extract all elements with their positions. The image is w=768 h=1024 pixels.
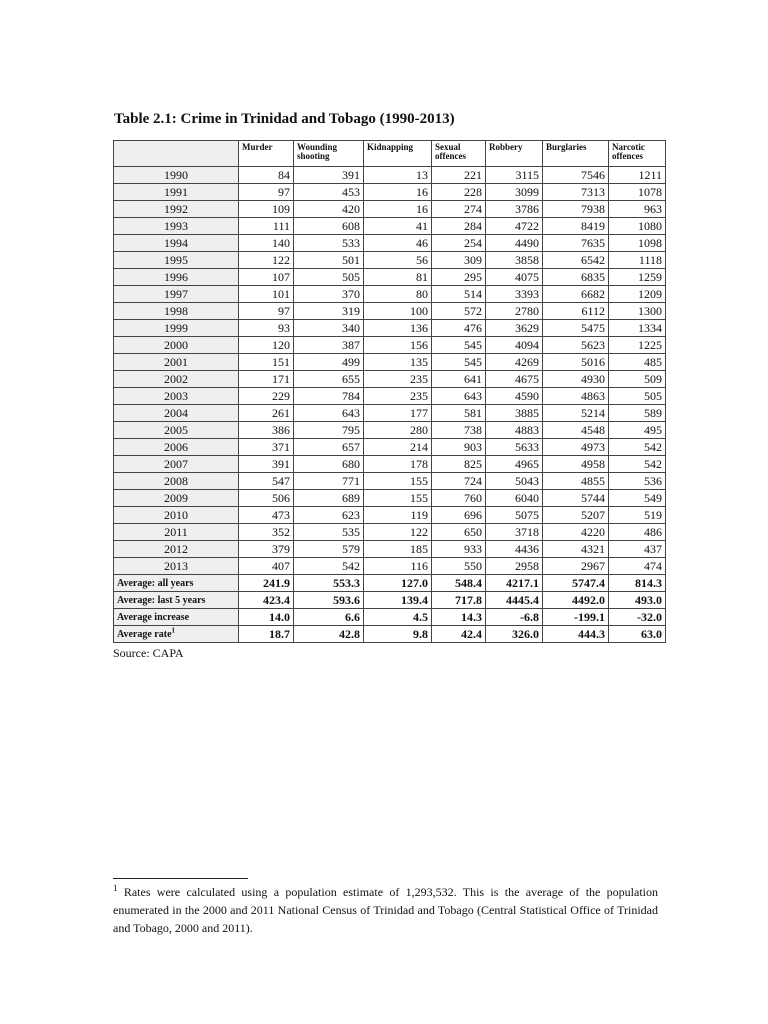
- table-row: [114, 405, 666, 422]
- value-cell: 4883: [486, 422, 543, 439]
- table-row: [114, 439, 666, 456]
- year-cell: 1994: [114, 235, 239, 252]
- value-cell: 4548: [543, 422, 609, 439]
- value-cell: 185: [364, 541, 432, 558]
- summary-value-cell: 444.3: [543, 626, 609, 643]
- value-cell: 5207: [543, 507, 609, 524]
- summary-value-cell: 423.4: [239, 592, 294, 609]
- value-cell: 7313: [543, 184, 609, 201]
- summary-value-cell: 4445.4: [486, 592, 543, 609]
- value-cell: 386: [239, 422, 294, 439]
- footnote-divider: [113, 878, 248, 879]
- value-cell: 4930: [543, 371, 609, 388]
- year-cell: 2007: [114, 456, 239, 473]
- value-cell: 3786: [486, 201, 543, 218]
- value-cell: 3099: [486, 184, 543, 201]
- value-cell: 5475: [543, 320, 609, 337]
- value-cell: 495: [609, 422, 666, 439]
- value-cell: 407: [239, 558, 294, 575]
- value-cell: 274: [432, 201, 486, 218]
- footnote: [113, 883, 658, 937]
- value-cell: 536: [609, 473, 666, 490]
- value-cell: 120: [239, 337, 294, 354]
- table-row: [114, 320, 666, 337]
- year-cell: 2008: [114, 473, 239, 490]
- value-cell: 784: [294, 388, 364, 405]
- value-cell: 643: [432, 388, 486, 405]
- summary-value-cell: 814.3: [609, 575, 666, 592]
- value-cell: 581: [432, 405, 486, 422]
- value-cell: 391: [294, 167, 364, 184]
- table-row: [114, 490, 666, 507]
- year-cell: 2003: [114, 388, 239, 405]
- value-cell: 771: [294, 473, 364, 490]
- value-cell: 3115: [486, 167, 543, 184]
- value-cell: 171: [239, 371, 294, 388]
- value-cell: 352: [239, 524, 294, 541]
- value-cell: 696: [432, 507, 486, 524]
- value-cell: 4863: [543, 388, 609, 405]
- column-header: Kidnapping: [364, 141, 432, 167]
- column-header: Murder: [239, 141, 294, 167]
- summary-value-cell: 139.4: [364, 592, 432, 609]
- summary-value-cell: -32.0: [609, 609, 666, 626]
- summary-label-cell: [114, 609, 239, 626]
- value-cell: 122: [239, 252, 294, 269]
- value-cell: 119: [364, 507, 432, 524]
- value-cell: 509: [609, 371, 666, 388]
- summary-value-cell: 493.0: [609, 592, 666, 609]
- value-cell: 6112: [543, 303, 609, 320]
- summary-value-cell: 548.4: [432, 575, 486, 592]
- summary-value-cell: 14.0: [239, 609, 294, 626]
- summary-label-cell: [114, 592, 239, 609]
- year-cell: 1997: [114, 286, 239, 303]
- summary-value-cell: 553.3: [294, 575, 364, 592]
- year-cell: 2009: [114, 490, 239, 507]
- value-cell: 519: [609, 507, 666, 524]
- value-cell: 6542: [543, 252, 609, 269]
- year-cell: 2011: [114, 524, 239, 541]
- value-cell: 81: [364, 269, 432, 286]
- value-cell: 542: [609, 439, 666, 456]
- summary-label: Average increase: [117, 611, 190, 623]
- footnote-mark: 1: [113, 883, 118, 893]
- value-cell: 4436: [486, 541, 543, 558]
- value-cell: 261: [239, 405, 294, 422]
- value-cell: 650: [432, 524, 486, 541]
- value-cell: 474: [609, 558, 666, 575]
- value-cell: 963: [609, 201, 666, 218]
- table-row: [114, 303, 666, 320]
- value-cell: 295: [432, 269, 486, 286]
- value-cell: 6835: [543, 269, 609, 286]
- value-cell: 56: [364, 252, 432, 269]
- value-cell: 6040: [486, 490, 543, 507]
- summary-value-cell: 4217.1: [486, 575, 543, 592]
- value-cell: 280: [364, 422, 432, 439]
- table-row: [114, 167, 666, 184]
- year-cell: 1992: [114, 201, 239, 218]
- value-cell: 391: [239, 456, 294, 473]
- value-cell: 116: [364, 558, 432, 575]
- value-cell: 235: [364, 371, 432, 388]
- value-cell: 16: [364, 184, 432, 201]
- value-cell: 80: [364, 286, 432, 303]
- summary-value-cell: 18.7: [239, 626, 294, 643]
- table-row: [114, 541, 666, 558]
- table-row: [114, 269, 666, 286]
- table-row: [114, 286, 666, 303]
- summary-value-cell: 127.0: [364, 575, 432, 592]
- value-cell: 178: [364, 456, 432, 473]
- summary-value-cell: 42.4: [432, 626, 486, 643]
- year-cell: 1993: [114, 218, 239, 235]
- value-cell: 3885: [486, 405, 543, 422]
- value-cell: 371: [239, 439, 294, 456]
- value-cell: 229: [239, 388, 294, 405]
- year-cell: 2002: [114, 371, 239, 388]
- summary-label: Average rate: [117, 628, 172, 640]
- year-cell: 1999: [114, 320, 239, 337]
- value-cell: 5214: [543, 405, 609, 422]
- value-cell: 1225: [609, 337, 666, 354]
- value-cell: 107: [239, 269, 294, 286]
- year-cell: 2005: [114, 422, 239, 439]
- table-title: Table 2.1: Crime in Trinidad and Tobago (1990-2013): [114, 111, 455, 127]
- value-cell: 579: [294, 541, 364, 558]
- value-cell: 542: [609, 456, 666, 473]
- value-cell: 100: [364, 303, 432, 320]
- value-cell: 545: [432, 337, 486, 354]
- value-cell: 111: [239, 218, 294, 235]
- year-cell: 1996: [114, 269, 239, 286]
- value-cell: 7938: [543, 201, 609, 218]
- value-cell: 453: [294, 184, 364, 201]
- summary-row: [114, 626, 666, 643]
- value-cell: 284: [432, 218, 486, 235]
- value-cell: 214: [364, 439, 432, 456]
- value-cell: 387: [294, 337, 364, 354]
- value-cell: 680: [294, 456, 364, 473]
- value-cell: 46: [364, 235, 432, 252]
- table-row: [114, 337, 666, 354]
- source-note: Source: CAPA: [113, 646, 184, 660]
- value-cell: 903: [432, 439, 486, 456]
- value-cell: 156: [364, 337, 432, 354]
- value-cell: 7546: [543, 167, 609, 184]
- value-cell: 5075: [486, 507, 543, 524]
- value-cell: 155: [364, 490, 432, 507]
- value-cell: 7635: [543, 235, 609, 252]
- value-cell: 379: [239, 541, 294, 558]
- value-cell: 177: [364, 405, 432, 422]
- value-cell: 643: [294, 405, 364, 422]
- summary-value-cell: -199.1: [543, 609, 609, 626]
- value-cell: 572: [432, 303, 486, 320]
- value-cell: 760: [432, 490, 486, 507]
- value-cell: 476: [432, 320, 486, 337]
- summary-value-cell: 326.0: [486, 626, 543, 643]
- table-row: [114, 507, 666, 524]
- value-cell: 535: [294, 524, 364, 541]
- column-header: Narcotic offences: [609, 141, 666, 167]
- table-row: [114, 218, 666, 235]
- value-cell: 93: [239, 320, 294, 337]
- value-cell: 420: [294, 201, 364, 218]
- value-cell: 547: [239, 473, 294, 490]
- header-blank-cell: [114, 141, 239, 167]
- value-cell: 3718: [486, 524, 543, 541]
- summary-value-cell: 42.8: [294, 626, 364, 643]
- value-cell: 4075: [486, 269, 543, 286]
- summary-row: [114, 592, 666, 609]
- table-row: [114, 456, 666, 473]
- value-cell: 4675: [486, 371, 543, 388]
- value-cell: 5623: [543, 337, 609, 354]
- value-cell: 506: [239, 490, 294, 507]
- table-row: [114, 473, 666, 490]
- summary-label-cell: [114, 575, 239, 592]
- summary-value-cell: 593.6: [294, 592, 364, 609]
- value-cell: 549: [609, 490, 666, 507]
- value-cell: 486: [609, 524, 666, 541]
- value-cell: 309: [432, 252, 486, 269]
- value-cell: 1078: [609, 184, 666, 201]
- value-cell: 4490: [486, 235, 543, 252]
- value-cell: 501: [294, 252, 364, 269]
- value-cell: 5043: [486, 473, 543, 490]
- value-cell: 41: [364, 218, 432, 235]
- value-cell: 655: [294, 371, 364, 388]
- summary-value-cell: 14.3: [432, 609, 486, 626]
- value-cell: 155: [364, 473, 432, 490]
- value-cell: 2967: [543, 558, 609, 575]
- value-cell: 3393: [486, 286, 543, 303]
- table-row: [114, 524, 666, 541]
- summary-value-cell: 5747.4: [543, 575, 609, 592]
- value-cell: 151: [239, 354, 294, 371]
- value-cell: 4590: [486, 388, 543, 405]
- value-cell: 97: [239, 303, 294, 320]
- summary-value-cell: 717.8: [432, 592, 486, 609]
- value-cell: 505: [609, 388, 666, 405]
- footnote-text: Rates were calculated using a population estimate of 1,293,532. This is the average of the population enumerated in the 2000 and 2011 National Census of Trinidad and Tobago (Central Statistical Office of Trinidad and Tobago, 2000 and 2011).: [113, 885, 658, 935]
- year-cell: 2010: [114, 507, 239, 524]
- table-row: [114, 252, 666, 269]
- summary-value-cell: 241.9: [239, 575, 294, 592]
- value-cell: 2958: [486, 558, 543, 575]
- column-header: Wounding shooting: [294, 141, 364, 167]
- value-cell: 499: [294, 354, 364, 371]
- year-cell: 2013: [114, 558, 239, 575]
- summary-row: [114, 575, 666, 592]
- value-cell: 545: [432, 354, 486, 371]
- value-cell: 1259: [609, 269, 666, 286]
- value-cell: 1080: [609, 218, 666, 235]
- value-cell: 1300: [609, 303, 666, 320]
- value-cell: 623: [294, 507, 364, 524]
- footnote-reference: 1: [171, 626, 176, 635]
- value-cell: 140: [239, 235, 294, 252]
- value-cell: 1211: [609, 167, 666, 184]
- value-cell: 109: [239, 201, 294, 218]
- value-cell: 5016: [543, 354, 609, 371]
- value-cell: 4965: [486, 456, 543, 473]
- value-cell: 589: [609, 405, 666, 422]
- value-cell: 2780: [486, 303, 543, 320]
- value-cell: 657: [294, 439, 364, 456]
- year-cell: 2001: [114, 354, 239, 371]
- table-row: [114, 184, 666, 201]
- value-cell: 4220: [543, 524, 609, 541]
- table-row: [114, 354, 666, 371]
- value-cell: 4958: [543, 456, 609, 473]
- summary-label: Average: last 5 years: [117, 594, 206, 606]
- summary-value-cell: 4.5: [364, 609, 432, 626]
- year-cell: 2012: [114, 541, 239, 558]
- table-header-row: [114, 141, 666, 167]
- column-header: Robbery: [486, 141, 543, 167]
- value-cell: 5744: [543, 490, 609, 507]
- value-cell: 1118: [609, 252, 666, 269]
- value-cell: 136: [364, 320, 432, 337]
- value-cell: 1209: [609, 286, 666, 303]
- value-cell: 5633: [486, 439, 543, 456]
- value-cell: 825: [432, 456, 486, 473]
- value-cell: 16: [364, 201, 432, 218]
- year-cell: 1998: [114, 303, 239, 320]
- column-header: Sexual offences: [432, 141, 486, 167]
- table-body: [114, 167, 666, 643]
- value-cell: 235: [364, 388, 432, 405]
- value-cell: 340: [294, 320, 364, 337]
- summary-value-cell: -6.8: [486, 609, 543, 626]
- summary-value-cell: 63.0: [609, 626, 666, 643]
- value-cell: 228: [432, 184, 486, 201]
- table-row: [114, 371, 666, 388]
- year-cell: 2004: [114, 405, 239, 422]
- value-cell: 485: [609, 354, 666, 371]
- value-cell: 689: [294, 490, 364, 507]
- column-header: Burglaries: [543, 141, 609, 167]
- year-cell: 1991: [114, 184, 239, 201]
- table-row: [114, 558, 666, 575]
- year-cell: 2000: [114, 337, 239, 354]
- value-cell: 122: [364, 524, 432, 541]
- table-row: [114, 235, 666, 252]
- table-row: [114, 422, 666, 439]
- value-cell: 3858: [486, 252, 543, 269]
- value-cell: 4973: [543, 439, 609, 456]
- summary-label: Average: all years: [117, 577, 194, 589]
- value-cell: 473: [239, 507, 294, 524]
- value-cell: 97: [239, 184, 294, 201]
- value-cell: 437: [609, 541, 666, 558]
- value-cell: 3629: [486, 320, 543, 337]
- value-cell: 505: [294, 269, 364, 286]
- value-cell: 738: [432, 422, 486, 439]
- crime-table: [113, 140, 666, 643]
- summary-value-cell: 4492.0: [543, 592, 609, 609]
- value-cell: 4321: [543, 541, 609, 558]
- value-cell: 4722: [486, 218, 543, 235]
- value-cell: 795: [294, 422, 364, 439]
- value-cell: 13: [364, 167, 432, 184]
- value-cell: 933: [432, 541, 486, 558]
- value-cell: 221: [432, 167, 486, 184]
- value-cell: 101: [239, 286, 294, 303]
- summary-value-cell: 9.8: [364, 626, 432, 643]
- value-cell: 542: [294, 558, 364, 575]
- value-cell: 319: [294, 303, 364, 320]
- year-cell: 1990: [114, 167, 239, 184]
- value-cell: 6682: [543, 286, 609, 303]
- summary-row: [114, 609, 666, 626]
- table-row: [114, 201, 666, 218]
- value-cell: 84: [239, 167, 294, 184]
- value-cell: 1334: [609, 320, 666, 337]
- value-cell: 608: [294, 218, 364, 235]
- value-cell: 641: [432, 371, 486, 388]
- value-cell: 4094: [486, 337, 543, 354]
- value-cell: 550: [432, 558, 486, 575]
- table-row: [114, 388, 666, 405]
- value-cell: 724: [432, 473, 486, 490]
- year-cell: 2006: [114, 439, 239, 456]
- value-cell: 514: [432, 286, 486, 303]
- summary-label-cell: [114, 626, 239, 643]
- value-cell: 4269: [486, 354, 543, 371]
- value-cell: 370: [294, 286, 364, 303]
- year-cell: 1995: [114, 252, 239, 269]
- value-cell: 135: [364, 354, 432, 371]
- value-cell: 4855: [543, 473, 609, 490]
- summary-value-cell: 6.6: [294, 609, 364, 626]
- value-cell: 254: [432, 235, 486, 252]
- value-cell: 533: [294, 235, 364, 252]
- value-cell: 1098: [609, 235, 666, 252]
- value-cell: 8419: [543, 218, 609, 235]
